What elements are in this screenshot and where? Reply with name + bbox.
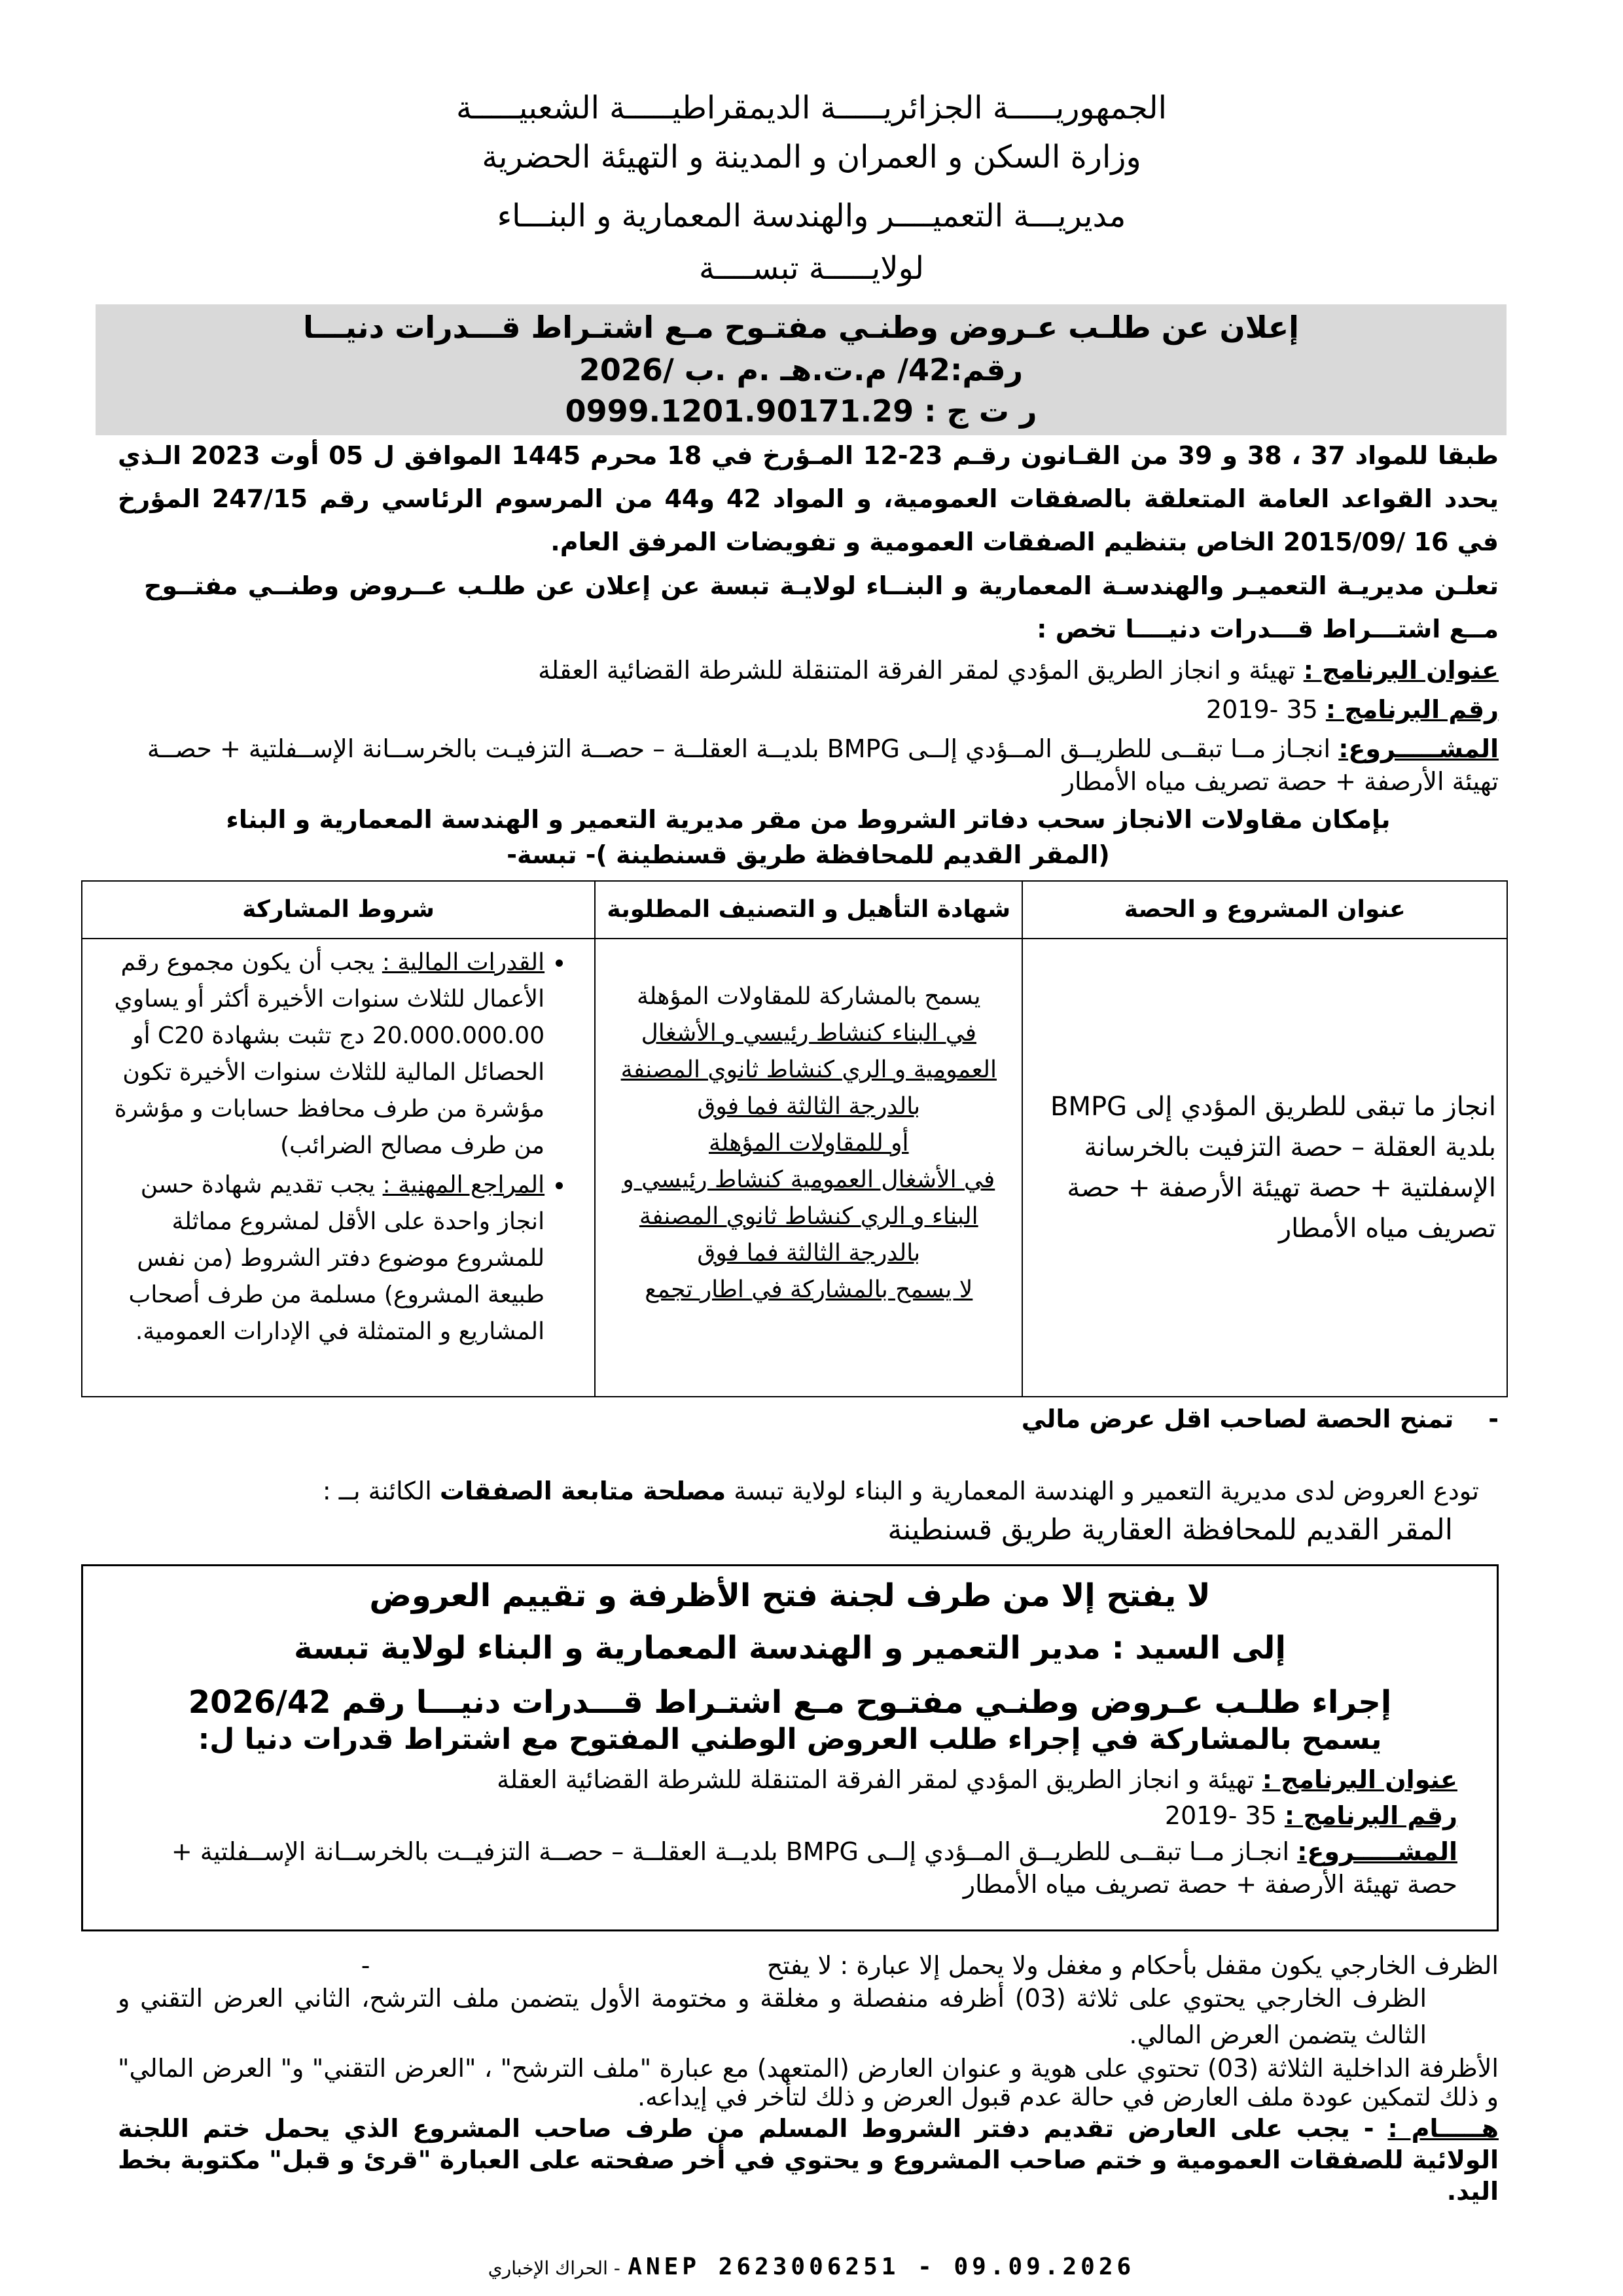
- legal-basis-text: طبقا للمواد 37 ، 38 و 39 من القـانون رقـم 23-12 المـؤرخ في 18 محرم 1445 الموافق ل 05 أوت 2023 الـذي يحدد القواعد العامة المتعلقة بالصفقات العمومية، و المواد 42 و44 من المرسوم الرئاسي رقم 247/15 المؤرخ في 16 /2015/09 الخاص بتنظيم الصفقات العمومية و تفويضات المرفق العام.: [118, 441, 1499, 556]
- program-title-value: تهيئة و انجاز الطريق المؤدي لمقر الفرقة المتنقلة للشرطة القضائية العقلة: [538, 656, 1296, 685]
- project-cell-text: انجاز ما تبقى للطريق المؤدي إلى BMPG بلدية العقلة – حصة التزفيت بالخرسانة الإسفلتية + حصة تهيئة الأرصفة + حصة تصريف مياه الأمطار: [1050, 1092, 1496, 1244]
- table-row: [82, 939, 1507, 1397]
- conditions-cell: [82, 939, 595, 1397]
- envelope-title-label: عنوان البرنامج :: [1262, 1765, 1457, 1794]
- header-project: عنوان المشروع و الحصة: [1022, 881, 1507, 939]
- announcement-number: رقم:42/ م.ت.هـ .م .ب /2026: [579, 352, 1024, 387]
- envelope-number-label: رقم البرنامج :: [1284, 1801, 1457, 1830]
- group-note: لا يسمح بالمشاركة في اطار تجمع: [645, 1276, 973, 1303]
- qualification-part-2: في الأشغال العمومية كنشاط رئيسي و البناء و الري كنشاط ثانوي المصنفة بالدرجة الثالثة فما فوق: [622, 1166, 995, 1266]
- directorate-title: مديريـــة التعميــــر والهندسة المعمارية و البنـــاء: [497, 198, 1126, 234]
- announces-text: تعلـن مديريـة التعميـر والهندسـة المعمارية و البنــاء لولايـة تبسة عن إعلان عن طلـب عــروض وطنــي مفتــوح مــع اشتـــراط قـــدرات دنيــــا تخص :: [144, 571, 1499, 643]
- program-number-label: رقم البرنامج :: [1325, 695, 1499, 724]
- note-outer-envelope: [118, 1947, 1499, 1984]
- footer-source: الحراك الإخباري -: [488, 2257, 620, 2279]
- envelope-project-value-1: انجـاز مــا تبقــى للطريــق المــؤدي إلــى BMPG بلديــة العقلــة – حصــة التزفيــت بالخرســانة الإســفلتية +: [171, 1837, 1290, 1866]
- financial-text: يجب أن يكون مجموع رقم الأعمال للثلاث سنوات الأخيرة أكثر أو يساوي 20.000.000.00 دج تثبت بشهادة C20 أو الحصائل المالية للثلاث سنوات الأخيرة تكون مؤشرة من طرف محافظ حسابات و مؤشرة من طرف مصالح الضرائب): [114, 949, 545, 1159]
- project-value-1: انجـاز مــا تبقــى للطريــق المــؤدي إلــى BMPG بلديــة العقلــة – حصــة التزفيـت بالخرســانة الإســفلتية + حصــة: [147, 734, 1331, 763]
- envelope-program-title: [122, 1763, 1457, 1797]
- note-dash-icon: -: [361, 1951, 370, 1980]
- envelope-number-value: 35 -2019: [1164, 1801, 1277, 1830]
- header-conditions: شروط المشاركة: [82, 881, 595, 939]
- important-text: - يجب على العارض تقديم دفتر الشروط المسلم من طرف صاحب المشروع الذي يحمل ختم اللجنة الولائية للصفقات العمومية و ختم صاحب المشروع و يحتوي في أخر صفحته على العبارة "قرئ و قبل" مكتوبة بخط اليد.: [118, 2114, 1499, 2206]
- note-envelope-labels: الأظرفة الداخلية الثلاثة (03) تحتوي على هوية و عنوان العارض (المتعهد) مع عبارة "ملف الترشح" ، "العرض التقني" و" العرض المالي" و ذلك لتمكين عودة ملف العارض في حالة عدم قبول العرض و ذلك لتأخر في إيداعه.: [118, 2054, 1499, 2111]
- envelope-line-3: إجراء طلـب عـروض وطنـي مفتـوح مـع اشتـراط قـــدرات دنيـــا رقم 2026/42: [188, 1684, 1392, 1721]
- ministry-title: وزارة السكن و العمران و المدينة و التهيئة الحضرية: [482, 139, 1141, 175]
- professional-label: المراجع المهنية :: [382, 1172, 545, 1198]
- withdrawal-text-2: (المقر القديم للمحافظة طريق قسنطينة )- تبسة-: [507, 840, 1110, 869]
- tax-id: ر ت ج : 0999.1201.90171.29: [565, 393, 1037, 429]
- deposit-prefix: تودع العروض لدى مديرية التعمير و الهندسة المعمارية و البناء لولاية تبسة: [726, 1477, 1479, 1505]
- program-title-row: [118, 652, 1499, 689]
- footer-ref: ANEP 2623006251 - 09.09.2026: [628, 2253, 1135, 2280]
- qualification-or: أو للمقاولات المؤهلة: [709, 1130, 909, 1157]
- announcement-title: إعلان عن طلـب عـروض وطنـي مفتـوح مـع اشتـراط قـــدرات دنيـــا: [303, 310, 1299, 345]
- deposit-service: مصلحة متابعة الصفقات: [439, 1477, 726, 1505]
- qualification-intro: يسمح بالمشاركة للمقاولات المؤهلة: [637, 983, 981, 1010]
- important-label: هـــــام :: [1387, 2114, 1499, 2143]
- footer: [0, 2251, 1623, 2284]
- header-qualification: شهادة التأهيل و التصنيف المطلوبة: [595, 881, 1022, 939]
- award-note: [118, 1401, 1499, 1437]
- award-dash-icon: -: [1454, 1405, 1499, 1433]
- qualification-cell: [595, 939, 1022, 1397]
- project-cell: [1022, 939, 1507, 1397]
- envelope-line-2: إلى السيد : مدير التعمير و الهندسة المعمارية و البناء لولاية تبسة: [294, 1630, 1286, 1666]
- project-row: [118, 730, 1499, 767]
- deposit-suffix: الكائنة بــ :: [322, 1477, 440, 1505]
- professional-text: يجب تقديم شهادة حسن انجاز واحدة على الأقل لمشروع مماثلة للمشروع موضوع دفتر الشروط (من نفس طبيعة المشروع) مسلمة من طرف أصحاب المشاريع و المتمثلة في الإدارات العمومية.: [128, 1172, 545, 1345]
- conditions-list: [93, 944, 584, 1350]
- important-note: [118, 2113, 1499, 2207]
- professional-condition: [93, 1167, 544, 1350]
- envelope-label-box: [81, 1564, 1499, 1931]
- project-label: المشـــــروع:: [1338, 734, 1499, 763]
- award-note-text: تمنح الحصة لصاحب اقل عرض مالي: [1021, 1405, 1454, 1433]
- wilaya-title: لولايـــــة تبســــة: [698, 250, 925, 287]
- note-1-text: الظرف الخارجي يكون مقفل بأحكام و مغفل ولا يحمل إلا عبارة : لا يفتح: [766, 1951, 1499, 1980]
- table-header-row: [82, 881, 1507, 939]
- envelope-line-1: لا يفتح إلا من طرف لجنة فتح الأظرفة و تقييم العروض: [369, 1577, 1211, 1614]
- envelope-title-value: تهيئة و انجاز الطريق المؤدي لمقر الفرقة المتنقلة للشرطة القضائية العقلة: [497, 1765, 1255, 1794]
- project-value-2: تهيئة الأرصفة + حصة تصريف مياه الأمطار: [1062, 767, 1499, 796]
- withdrawal-text-1: بإمكان مقاولات الانجاز سحب دفاتر الشروط من مقر مديرية التعمير و الهندسة المعمارية و البناء: [226, 805, 1391, 834]
- program-number-row: [118, 691, 1499, 728]
- qualification-part-1: في البناء كنشاط رئيسي و الأشغال العمومية و الري كنشاط ثانوي المصنفة بالدرجة الثالثة فما فوق: [620, 1020, 997, 1120]
- note-inner-envelopes: الظرف الخارجي يحتوي على ثلاثة (03) أظرفه منفصلة و مغلقة و مختومة الأول يتضمن ملف الترشح، الثاني العرض التقني و الثالث يتضمن العرض المالي.: [118, 1984, 1427, 2049]
- republic-title: الجمهوريـــــة الجزائريـــــة الديمقراطيـــــة الشعبيـــــة: [455, 90, 1168, 126]
- envelope-project-value-2: حصة تهيئة الأرصفة + حصة تصريف مياه الأمطار: [963, 1870, 1457, 1899]
- program-number-value: 35 -2019: [1205, 695, 1318, 724]
- envelope-project: [122, 1835, 1457, 1869]
- deposit-address: المقر القديم للمحافظة العقارية طريق قسنطينة: [887, 1513, 1453, 1547]
- program-title-label: عنوان البرنامج :: [1303, 656, 1499, 685]
- financial-label: القدرات المالية :: [382, 949, 545, 976]
- envelope-line-4: يسمح بالمشاركة في إجراء طلب العروض الوطني المفتوح مع اشتراط قدرات دنيا ل:: [198, 1723, 1382, 1756]
- envelope-program-number: [122, 1799, 1457, 1833]
- conditions-table: [81, 880, 1508, 1397]
- deposit-text: [98, 1473, 1479, 1509]
- envelope-project-label: المشـــــروع:: [1297, 1837, 1457, 1866]
- financial-condition: [93, 944, 544, 1164]
